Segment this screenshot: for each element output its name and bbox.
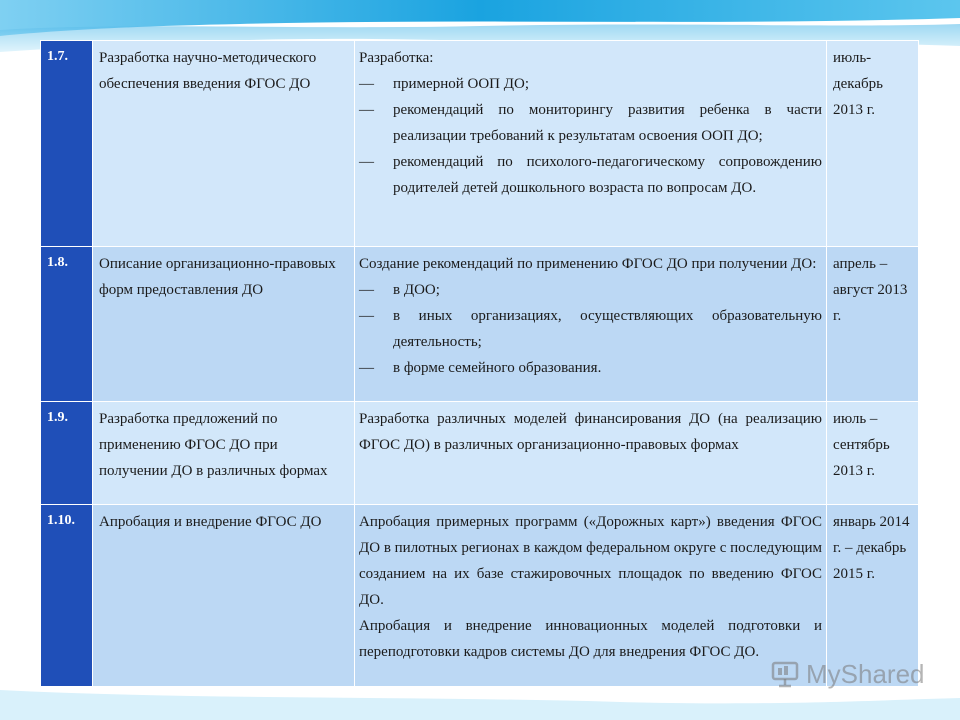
dash-bullet: —	[359, 360, 374, 376]
row-number: 1.7.	[41, 41, 93, 247]
task-description	[355, 402, 827, 505]
watermark-text: MyShared	[806, 658, 925, 689]
task-description	[355, 247, 827, 402]
task-description	[355, 41, 827, 247]
table-row	[41, 247, 919, 402]
description-text: Разработка различных моделей финансирования ДО (на реализацию ФГОС ДО) в различных организационно-правовых формах	[359, 411, 822, 453]
list-item: — в ДОО;	[359, 277, 822, 303]
task-name: Разработка научно-методического обеспечения введения ФГОС ДО	[93, 41, 355, 247]
plan-table-container	[40, 40, 918, 688]
description-intro: Создание рекомендаций по применению ФГОС ДО при получении ДО:	[359, 256, 817, 272]
task-deadline: январь 2014 г. – декабрь 2015 г.	[827, 505, 919, 687]
plan-table	[40, 40, 919, 687]
description-paragraph: Апробация и внедрение инновационных моделей подготовки и переподготовки кадров системы ДО для внедрения ФГОС ДО.	[359, 618, 822, 660]
row-number: 1.10.	[41, 505, 93, 687]
dash-bullet: —	[359, 308, 374, 324]
task-name: Описание организационно-правовых форм предоставления ДО	[93, 247, 355, 402]
list-item: — рекомендаций по мониторингу развития ребенка в части реализации требований к результатам освоения ООП ДО;	[359, 97, 822, 149]
row-number: 1.8.	[41, 247, 93, 402]
list-item: — примерной ООП ДО;	[359, 71, 822, 97]
list-item: — в иных организациях, осуществляющих образовательную деятельность;	[359, 303, 822, 355]
table-row	[41, 41, 919, 247]
task-deadline: июль – сентябрь 2013 г.	[827, 402, 919, 505]
row-number: 1.9.	[41, 402, 93, 505]
list-item: — рекомендаций по психолого-педагогическому сопровождению родителей детей дошкольного возраста по вопросам ДО.	[359, 149, 822, 201]
task-description	[355, 505, 827, 687]
watermark	[770, 656, 925, 692]
task-deadline: апрель – август 2013 г.	[827, 247, 919, 402]
task-name: Апробация и внедрение ФГОС ДО	[93, 505, 355, 687]
dash-bullet: —	[359, 76, 374, 92]
dash-bullet: —	[359, 282, 374, 298]
description-intro: Разработка:	[359, 50, 434, 66]
dash-bullet: —	[359, 154, 374, 170]
list-item: — в форме семейного образования.	[359, 355, 822, 381]
task-deadline: июль-декабрь 2013 г.	[827, 41, 919, 247]
presentation-icon	[770, 659, 800, 689]
task-name: Разработка предложений по применению ФГОС ДО при получении ДО в различных формах	[93, 402, 355, 505]
description-paragraph: Апробация примерных программ («Дорожных карт») введения ФГОС ДО в пилотных регионах в каждом федеральном округе с последующим созданием на их базе стажировочных площадок по введению ФГОС ДО.	[359, 514, 823, 608]
dash-bullet: —	[359, 102, 374, 118]
table-row	[41, 402, 919, 505]
